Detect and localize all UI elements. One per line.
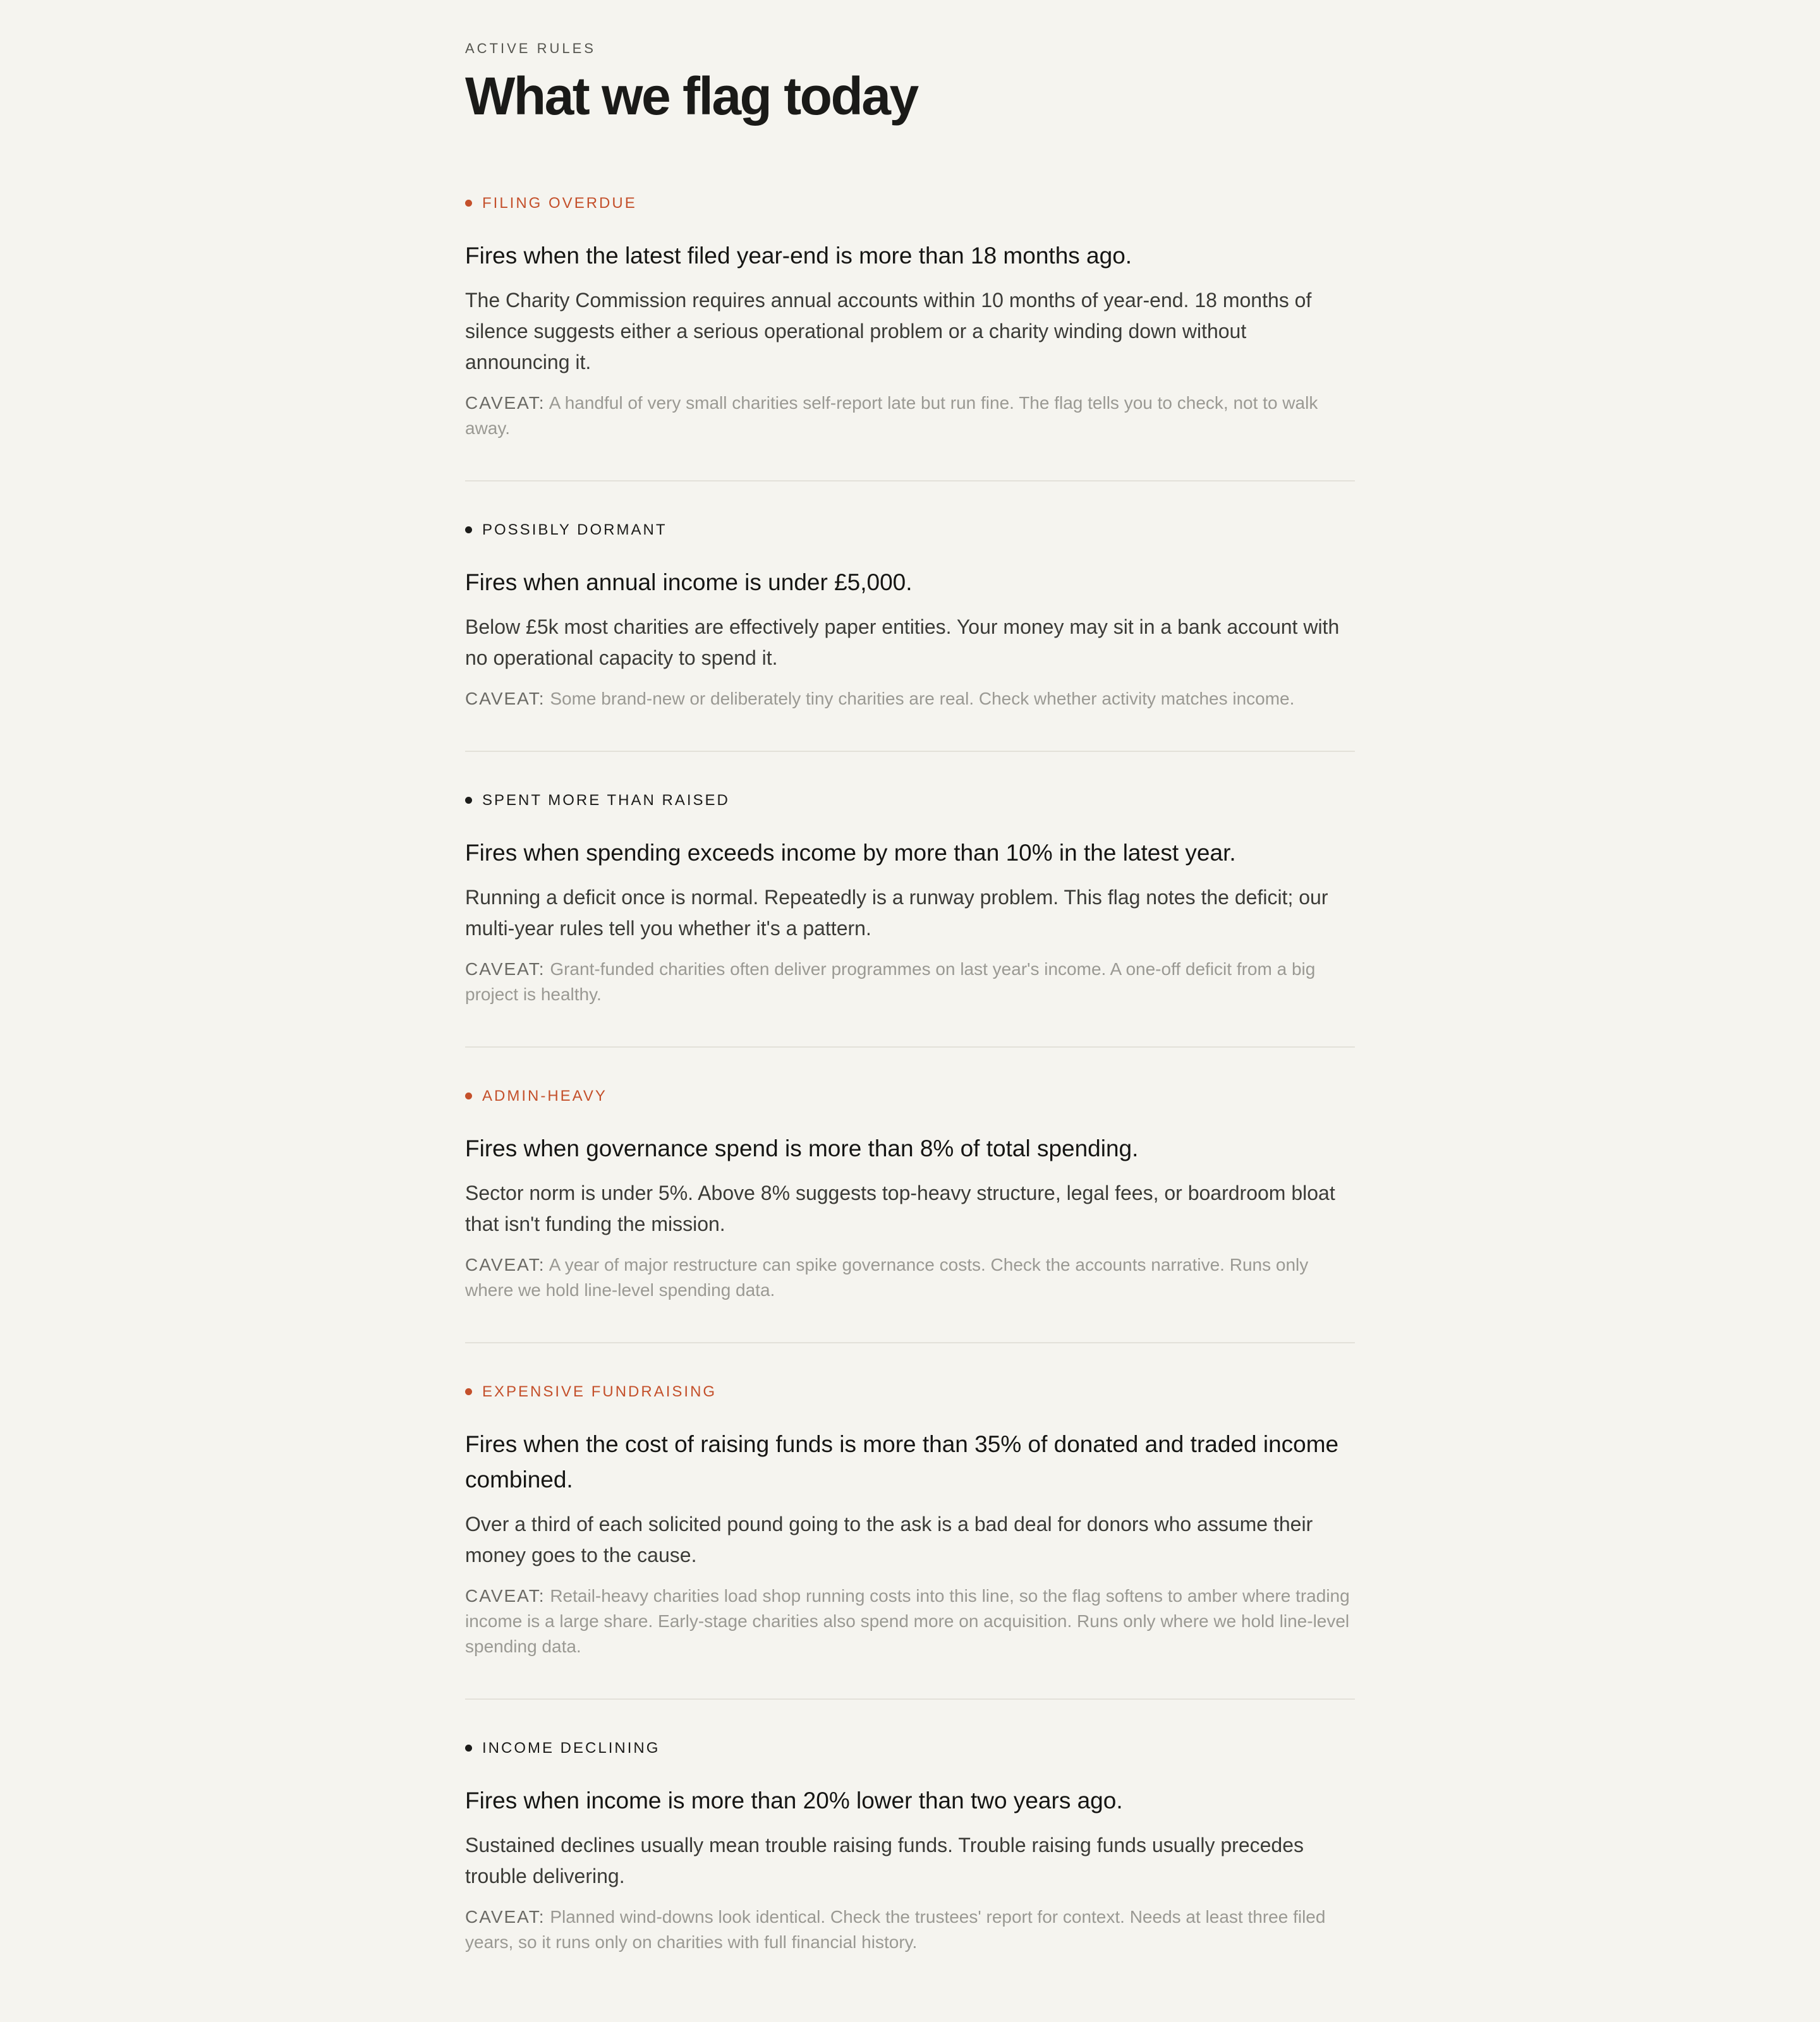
rule-tag-label: SPENT MORE THAN RAISED [482, 791, 730, 809]
rule-tag [465, 1087, 1355, 1106]
caveat-label: CAVEAT: [465, 959, 545, 979]
rule-caveat [465, 686, 1355, 711]
rule-tag [465, 521, 1355, 540]
caveat-text: Planned wind-downs look identical. Check the trustees' report for context. Needs at least three filed years, so it runs only on charities with full financial history. [465, 1906, 1326, 1952]
rule-caveat [465, 1904, 1355, 1955]
status-dot-icon [465, 1093, 472, 1099]
caveat-label: CAVEAT: [465, 1585, 545, 1606]
rule-tag-label: EXPENSIVE FUNDRAISING [482, 1383, 717, 1400]
rule-body: The Charity Commission requires annual accounts within 10 months of year-end. 18 months of silence suggests either a serious operational problem or a charity winding down without announcing it. [465, 288, 1312, 373]
rule-tag-label: ADMIN-HEAVY [482, 1087, 607, 1105]
rule-tag-label: INCOME DECLINING [482, 1739, 660, 1757]
status-dot-icon [465, 526, 472, 533]
rules-page [465, 0, 1355, 1994]
page-title: What we flag today [465, 66, 918, 126]
caveat-text: A year of major restructure can spike governance costs. Check the accounts narrative. Runs only where we hold line-level spending data. [465, 1254, 1309, 1300]
caveat-label: CAVEAT: [465, 1906, 545, 1927]
rule-filing-overdue [465, 194, 1355, 481]
rule-headline: Fires when governance spend is more than 8% of total spending. [465, 1135, 1139, 1161]
rule-tag [465, 194, 1355, 213]
rule-tag-label: FILING OVERDUE [482, 194, 637, 212]
rule-caveat [465, 1252, 1355, 1303]
caveat-text: Grant-funded charities often deliver programmes on last year's income. A one-off deficit from a big project is healthy. [465, 959, 1316, 1004]
rule-expensive-fundraising [465, 1383, 1355, 1700]
caveat-label: CAVEAT: [465, 1254, 545, 1274]
rule-headline: Fires when income is more than 20% lower than two years ago. [465, 1787, 1123, 1813]
status-dot-icon [465, 200, 472, 207]
caveat-text: Retail-heavy charities load shop running costs into this line, so the flag softens to amber where trading income is a large share. Early-stage charities also spend more on acquisition. Runs only where we hold line-level spending data. [465, 1585, 1350, 1656]
rule-headline: Fires when the latest filed year-end is more than 18 months ago. [465, 242, 1132, 269]
rule-tag [465, 1383, 1355, 1401]
rule-headline: Fires when the cost of raising funds is more than 35% of donated and traded income combined. [465, 1431, 1339, 1492]
rule-tag [465, 1739, 1355, 1758]
rule-tag [465, 791, 1355, 810]
rule-headline: Fires when annual income is under £5,000. [465, 569, 913, 595]
status-dot-icon [465, 1388, 472, 1395]
rule-body: Below £5k most charities are effectively paper entities. Your money may sit in a bank account with no operational capacity to spend it. [465, 615, 1340, 669]
caveat-text: Some brand-new or deliberately tiny charities are real. Check whether activity matches income. [550, 688, 1295, 708]
rule-income-declining [465, 1739, 1355, 1994]
status-dot-icon [465, 1745, 472, 1752]
rule-possibly-dormant [465, 521, 1355, 752]
caveat-text: A handful of very small charities self-report late but run fine. The flag tells you to check, not to walk away. [465, 392, 1318, 438]
rule-body: Running a deficit once is normal. Repeatedly is a runway problem. This flag notes the deficit; our multi-year rules tell you whether it's a pattern. [465, 885, 1328, 940]
rule-body: Over a third of each solicited pound going to the ask is a bad deal for donors who assume their money goes to the cause. [465, 1512, 1313, 1566]
rule-headline: Fires when spending exceeds income by more than 10% in the latest year. [465, 839, 1236, 866]
rule-spent-more-than-raised [465, 791, 1355, 1048]
status-dot-icon [465, 797, 472, 804]
rule-body: Sector norm is under 5%. Above 8% suggests top-heavy structure, legal fees, or boardroom bloat that isn't funding the mission. [465, 1181, 1335, 1235]
rule-admin-heavy [465, 1087, 1355, 1343]
rules-list [465, 194, 1355, 1994]
rule-tag-label: POSSIBLY DORMANT [482, 521, 667, 538]
rule-caveat [465, 390, 1355, 441]
rule-caveat [465, 1583, 1355, 1659]
caveat-label: CAVEAT: [465, 688, 545, 708]
section-eyebrow: ACTIVE RULES [465, 40, 596, 56]
caveat-label: CAVEAT: [465, 392, 545, 413]
rule-body: Sustained declines usually mean trouble raising funds. Trouble raising funds usually precedes trouble delivering. [465, 1833, 1304, 1887]
rule-caveat [465, 957, 1355, 1007]
